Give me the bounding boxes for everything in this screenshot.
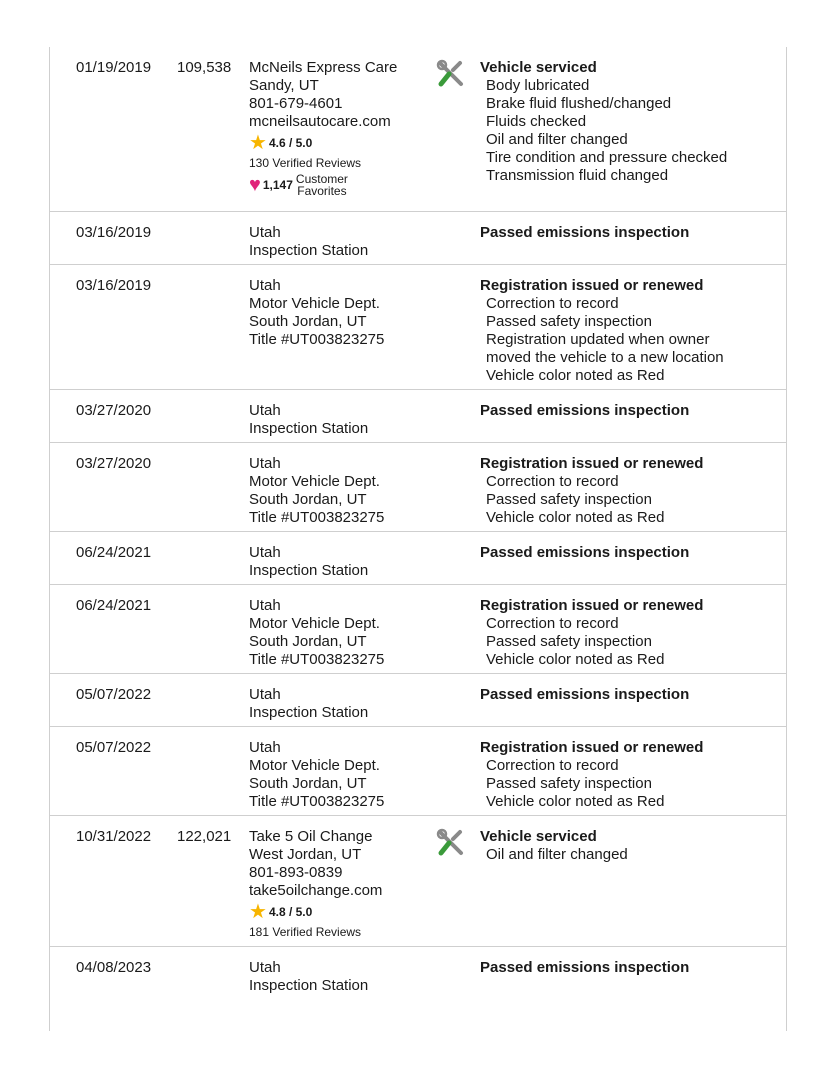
verified-reviews[interactable]: 181 Verified Reviews	[249, 925, 362, 939]
history-row	[50, 585, 786, 674]
record-details	[480, 59, 780, 185]
record-date: 01/19/2019	[76, 59, 152, 76]
history-row	[50, 265, 786, 390]
record-details	[480, 686, 780, 704]
rating-value: 4.6 / 5.0	[268, 136, 313, 150]
record-title: Registration issued or renewed	[480, 597, 704, 614]
record-details	[480, 402, 780, 420]
detail-item: Passed safety inspection	[486, 633, 652, 650]
shop-rating	[249, 903, 434, 921]
detail-item: Vehicle color noted as Red	[486, 367, 665, 384]
record-date: 06/24/2021	[76, 597, 152, 614]
record-details	[480, 959, 780, 977]
record-title: Passed emissions inspection	[480, 224, 690, 241]
detail-item: Oil and filter changed	[486, 846, 628, 863]
detail-item: Oil and filter changed	[486, 131, 628, 148]
detail-item: Correction to record	[486, 757, 619, 774]
source-info	[249, 544, 434, 580]
record-date: 06/24/2021	[76, 544, 152, 561]
detail-item: Passed safety inspection	[486, 775, 652, 792]
detail-item: Body lubricated	[486, 77, 590, 94]
record-date: 05/07/2022	[76, 739, 152, 756]
detail-item: Correction to record	[486, 295, 619, 312]
detail-item: Registration updated when owner	[486, 331, 710, 348]
star-icon: ★	[249, 132, 267, 154]
history-row	[50, 947, 786, 1003]
history-row	[50, 390, 786, 443]
source-line: Utah	[249, 597, 281, 614]
detail-item: Vehicle color noted as Red	[486, 651, 665, 668]
source-line: Utah	[249, 224, 281, 241]
source-info	[249, 828, 434, 940]
record-title: Passed emissions inspection	[480, 959, 690, 976]
detail-item: Vehicle color noted as Red	[486, 793, 665, 810]
source-line: South Jordan, UT	[249, 313, 367, 330]
shop-website[interactable]: mcneilsautocare.com	[249, 113, 391, 130]
source-line: Motor Vehicle Dept.	[249, 473, 380, 490]
source-info	[249, 277, 434, 349]
history-row	[50, 47, 786, 212]
record-date: 03/16/2019	[76, 277, 152, 294]
record-title: Registration issued or renewed	[480, 739, 704, 756]
record-date: 03/16/2019	[76, 224, 152, 241]
record-date: 04/08/2023	[76, 959, 152, 976]
detail-item: Passed safety inspection	[486, 491, 652, 508]
source-info	[249, 402, 434, 438]
source-line: Inspection Station	[249, 704, 369, 721]
detail-item: Passed safety inspection	[486, 313, 652, 330]
record-details	[480, 224, 780, 242]
record-date: 03/27/2020	[76, 455, 152, 472]
detail-item: Fluids checked	[486, 113, 587, 130]
record-details	[480, 597, 780, 669]
detail-item: Correction to record	[486, 473, 619, 490]
record-title: Passed emissions inspection	[480, 686, 690, 703]
source-line: Inspection Station	[249, 977, 369, 994]
detail-item: Brake fluid flushed/changed	[486, 95, 672, 112]
detail-item: Tire condition and pressure checked	[486, 149, 728, 166]
shop-rating	[249, 134, 434, 152]
source-info	[249, 224, 434, 260]
record-title: Vehicle serviced	[480, 828, 597, 845]
source-line: Motor Vehicle Dept.	[249, 757, 380, 774]
history-row	[50, 816, 786, 947]
source-line: Utah	[249, 739, 281, 756]
record-details	[480, 828, 780, 864]
source-line: South Jordan, UT	[249, 491, 367, 508]
title-number: Title #UT003823275	[249, 331, 385, 348]
shop-location: Sandy, UT	[249, 77, 319, 94]
shop-website[interactable]: take5oilchange.com	[249, 882, 383, 899]
record-title: Vehicle serviced	[480, 59, 597, 76]
record-date: 05/07/2022	[76, 686, 152, 703]
source-line: Utah	[249, 686, 281, 703]
history-row	[50, 674, 786, 727]
source-line: Utah	[249, 402, 281, 419]
history-row	[50, 727, 786, 816]
source-info	[249, 959, 434, 995]
source-line: Motor Vehicle Dept.	[249, 615, 380, 632]
source-line: Utah	[249, 544, 281, 561]
title-number: Title #UT003823275	[249, 793, 385, 810]
source-line: South Jordan, UT	[249, 775, 367, 792]
shop-phone[interactable]: 801-679-4601	[249, 95, 343, 112]
history-row	[50, 532, 786, 585]
tools-icon	[436, 59, 468, 91]
shop-name: Take 5 Oil Change	[249, 828, 373, 845]
record-title: Registration issued or renewed	[480, 455, 704, 472]
source-line: Utah	[249, 959, 281, 976]
source-info	[249, 59, 434, 197]
shop-name: McNeils Express Care	[249, 59, 398, 76]
tools-icon	[436, 828, 468, 860]
record-details	[480, 277, 780, 385]
record-title: Registration issued or renewed	[480, 277, 704, 294]
customer-favorites	[249, 173, 434, 197]
record-date: 10/31/2022	[76, 828, 152, 845]
source-line: Inspection Station	[249, 562, 369, 579]
source-info	[249, 597, 434, 669]
record-title: Passed emissions inspection	[480, 544, 690, 561]
detail-item: Vehicle color noted as Red	[486, 509, 665, 526]
detail-item: Correction to record	[486, 615, 619, 632]
record-date: 03/27/2020	[76, 402, 152, 419]
record-title: Passed emissions inspection	[480, 402, 690, 419]
odometer-reading: 109,538	[177, 59, 232, 76]
verified-reviews[interactable]: 130 Verified Reviews	[249, 156, 362, 170]
title-number: Title #UT003823275	[249, 651, 385, 668]
source-line: South Jordan, UT	[249, 633, 367, 650]
source-info	[249, 686, 434, 722]
source-info	[249, 455, 434, 527]
shop-location: West Jordan, UT	[249, 846, 362, 863]
title-number: Title #UT003823275	[249, 509, 385, 526]
record-details	[480, 544, 780, 562]
history-table	[49, 47, 787, 1031]
shop-phone[interactable]: 801-893-0839	[249, 864, 343, 881]
favorites-label: Customer Favorites	[295, 172, 348, 198]
star-icon: ★	[249, 901, 267, 923]
source-line: Utah	[249, 455, 281, 472]
favorites-count: 1,147	[262, 178, 293, 192]
odometer-reading: 122,021	[177, 828, 232, 845]
source-line: Utah	[249, 277, 281, 294]
history-row	[50, 443, 786, 532]
source-line: Inspection Station	[249, 242, 369, 259]
history-row	[50, 212, 786, 265]
record-details	[480, 455, 780, 527]
heart-icon: ♥	[249, 174, 261, 196]
source-line: Inspection Station	[249, 420, 369, 437]
record-details	[480, 739, 780, 811]
source-info	[249, 739, 434, 811]
source-line: Motor Vehicle Dept.	[249, 295, 380, 312]
detail-item: Transmission fluid changed	[486, 167, 669, 184]
rating-value: 4.8 / 5.0	[268, 905, 313, 919]
detail-item: moved the vehicle to a new location	[486, 349, 724, 366]
